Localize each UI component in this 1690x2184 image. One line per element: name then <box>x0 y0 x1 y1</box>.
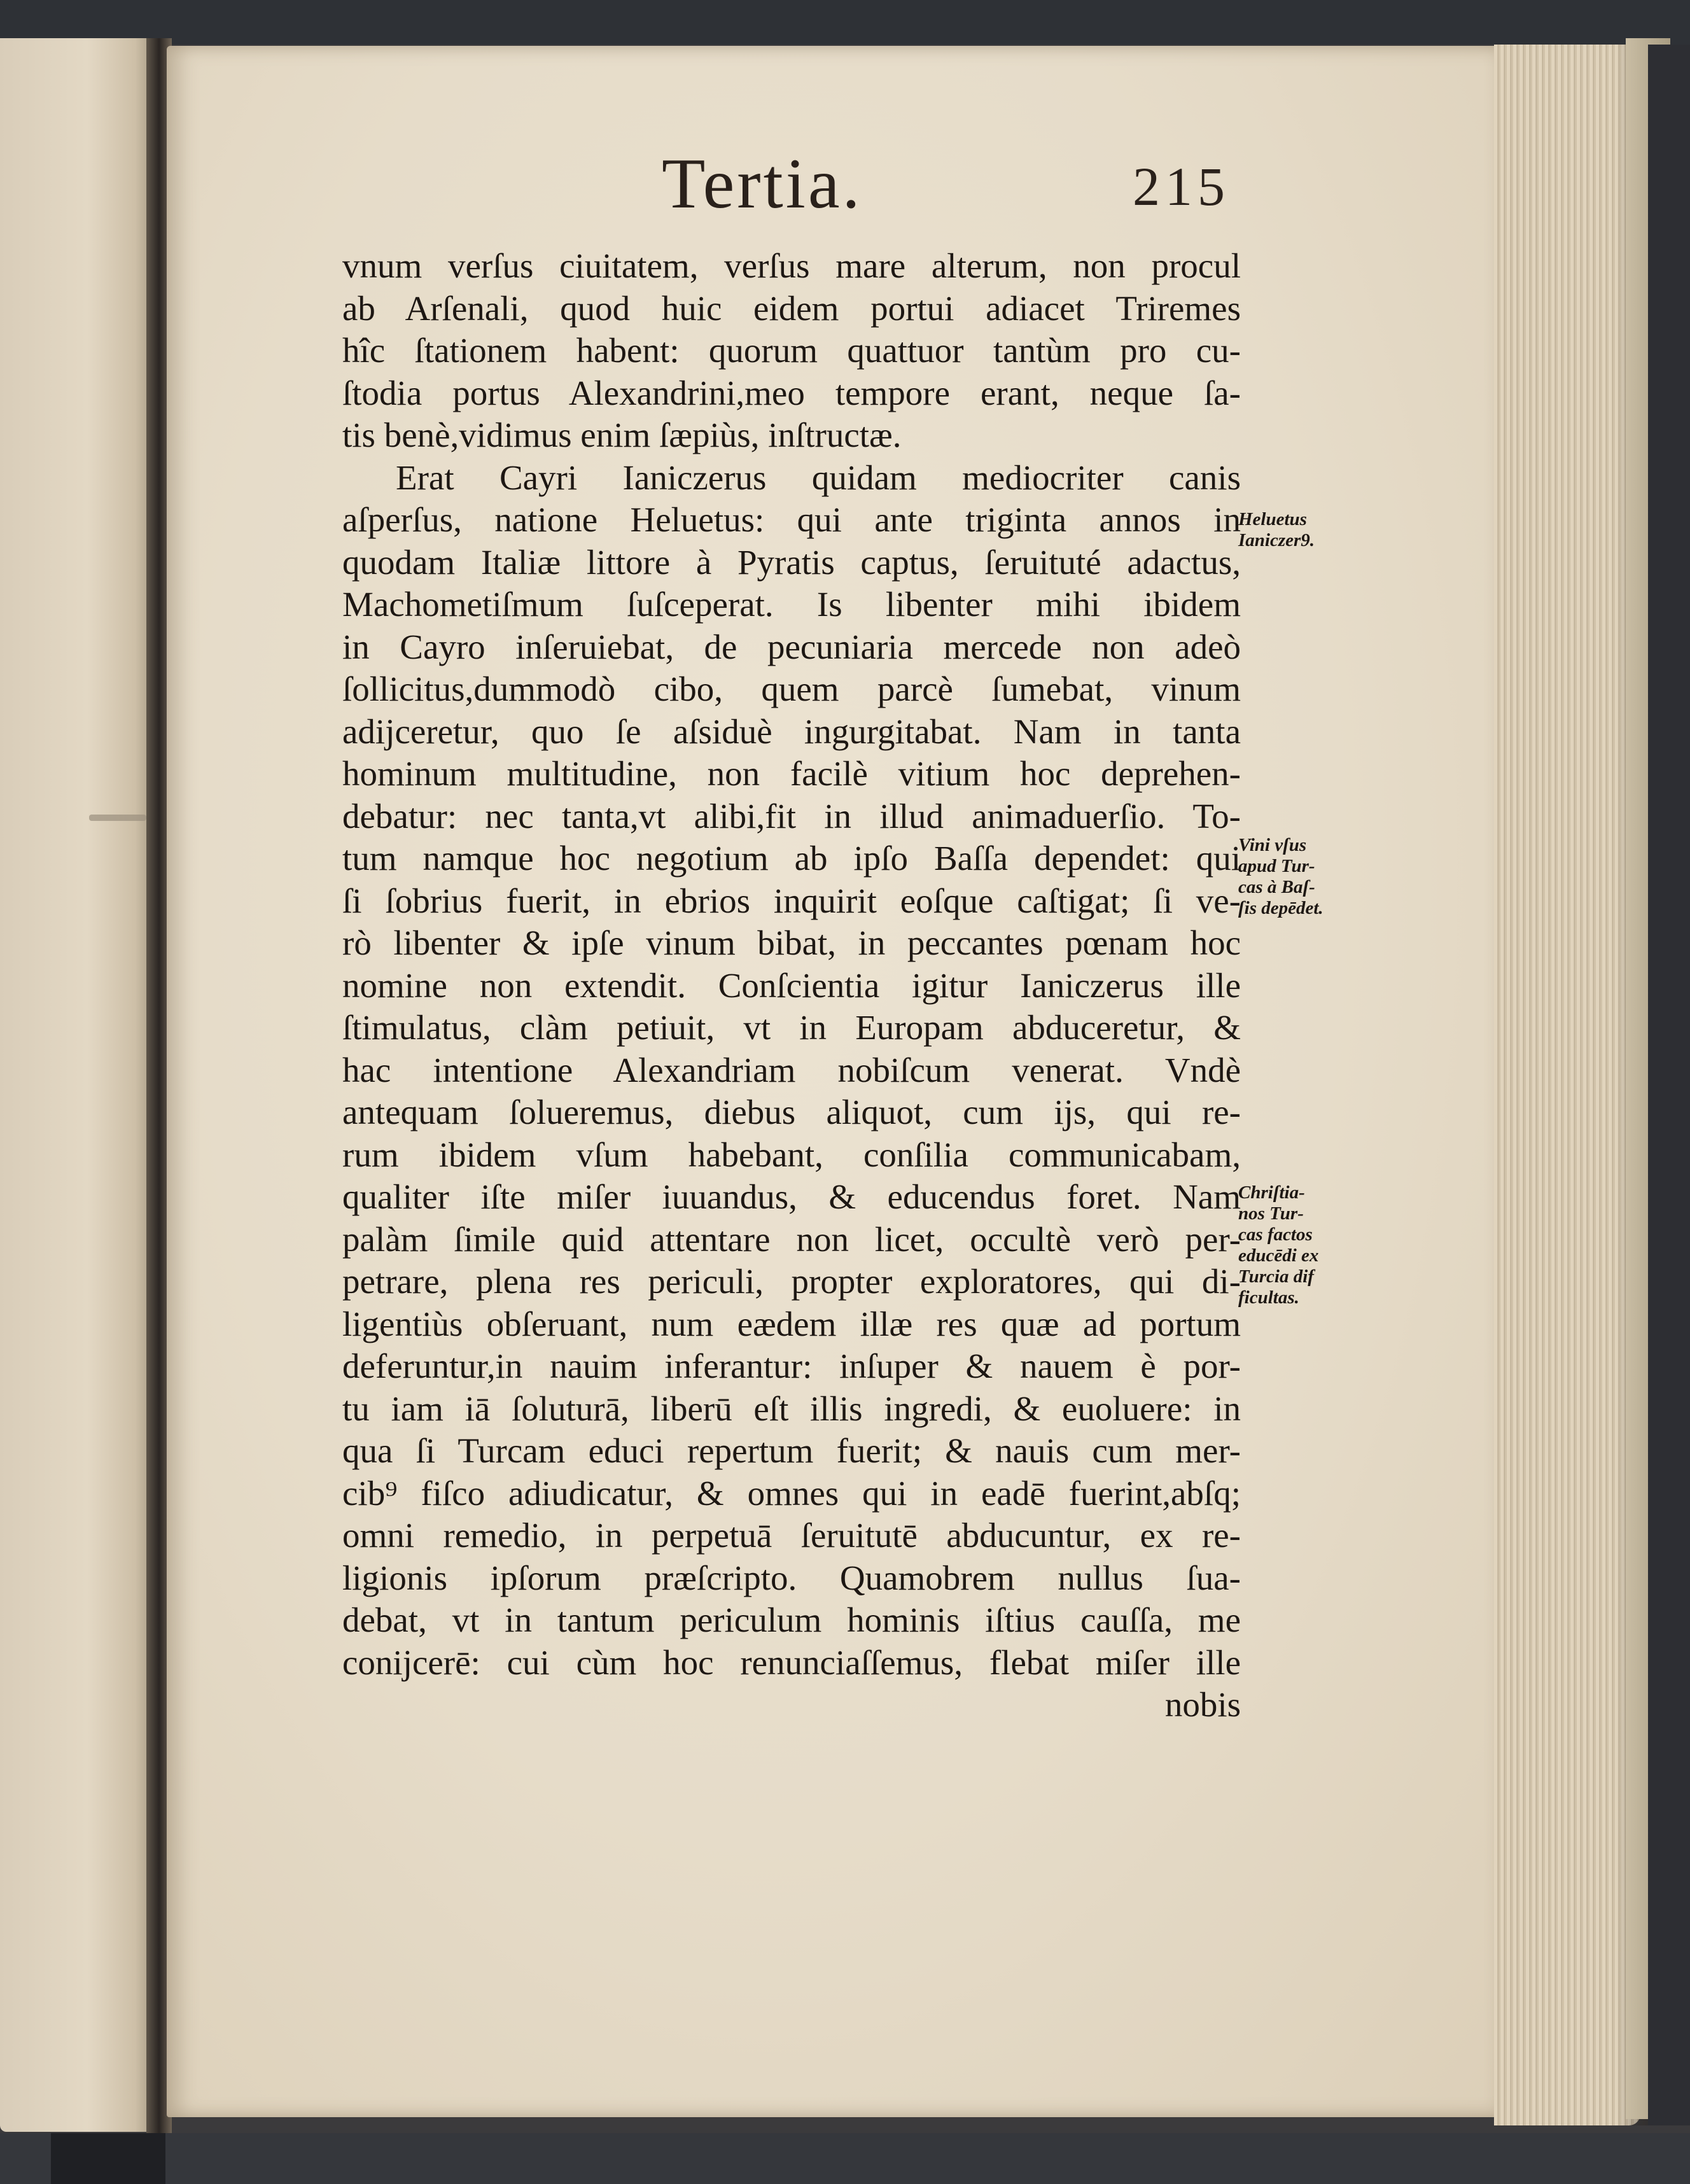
marginal-note-line: ficultas. <box>1238 1287 1299 1308</box>
marginal-note-line: cas à Baſ- <box>1238 877 1315 897</box>
text-line: in Cayro inſeruiebat, de pecuniaria mercede non adeò <box>342 627 1241 666</box>
left-page-edge <box>0 38 159 2132</box>
marginal-note-line: apud Tur- <box>1238 856 1315 876</box>
scanner-background-top <box>0 0 1690 45</box>
text-line: hîc ſtationem habent: quorum quattuor tantùm pro cu- <box>342 331 1241 370</box>
text-line: aſperſus, natione Heluetus: qui ante triginta annos in <box>342 500 1241 539</box>
text-line: tis benè,vidimus enim ſæpiùs, inſtructæ. <box>342 416 902 454</box>
scanner-background-bottom <box>0 2133 1690 2184</box>
text-line: petrare, plena res periculi, propter exploratores, qui di- <box>342 1262 1241 1301</box>
text-line: qualiter iſte miſer iuuandus, & educendus foret. Nam <box>342 1177 1241 1216</box>
text-line: vnum verſus ciuitatem, verſus mare alterum, non procul <box>342 246 1241 285</box>
text-line: tum namque hoc negotium ab ipſo Baſſa dependet: qui <box>342 839 1241 878</box>
marginal-note-line: nos Tur- <box>1238 1203 1304 1224</box>
page-number: 215 <box>1133 156 1230 217</box>
text-line: adijceretur, quo ſe aſsiduè ingurgitabat. Nam in tanta <box>342 711 1241 751</box>
marginal-note-line: Turcia dif <box>1238 1266 1314 1287</box>
text-line: ab Arſenali, quod huic eidem portui adiacet Triremes <box>342 288 1241 328</box>
text-line: ligentiùs obſeruant, num eædem illæ res quæ ad portum <box>342 1304 1241 1343</box>
text-line: rum ibidem vſum habebant, conſilia communicabam, <box>342 1135 1241 1174</box>
text-line: debatur: nec tanta,vt alibi,fit in illud animaduerſio. To- <box>342 796 1241 836</box>
marginal-note-vini-usus <box>1238 835 1353 919</box>
catchword: nobis <box>1164 1685 1241 1724</box>
text-line: ſtodia portus Alexandrini,meo tempore erant, neque ſa- <box>342 373 1241 412</box>
marginal-note-line: Vini vſus <box>1238 835 1307 855</box>
text-line: cib⁹ fiſco adiudicatur, & omnes qui in eadē fuerint,abſq; <box>342 1473 1241 1513</box>
text-line: rò libenter & ipſe vinum bibat, in peccantes pœnam hoc <box>342 923 1241 962</box>
text-line: qua ſi Turcam educi repertum fuerit; & nauis cum mer- <box>342 1431 1241 1470</box>
text-line: ligionis ipſorum præſcripto. Quamobrem nullus ſua- <box>342 1558 1241 1597</box>
text-line: deferuntur,in nauim inferantur: inſuper & nauem è por- <box>342 1347 1241 1385</box>
text-line: conijcerē: cui cùm hoc renunciaſſemus, flebat miſer ille <box>342 1642 1241 1682</box>
text-line: Machometiſmum ſuſceperat. Is libenter mihi ibidem <box>342 585 1241 624</box>
text-line: ſi ſobrius fuerit, in ebrios inquirit eoſque caſtigat; ſi ve- <box>342 881 1241 920</box>
marginal-note-line: ſis depēdet. <box>1238 898 1323 918</box>
scanner-clamp <box>51 2133 165 2184</box>
left-page-mark <box>89 815 146 821</box>
text-line: quodam Italiæ littore à Pyratis captus, ſeruituté adactus, <box>342 542 1241 582</box>
text-line: hac intentione Alexandriam nobiſcum venerat. Vndè <box>342 1050 1241 1089</box>
marginal-note-heluetus <box>1238 509 1353 551</box>
marginal-note-line: educēdi ex <box>1238 1245 1319 1266</box>
running-title: Tertia. <box>662 144 863 223</box>
text-line: debat, vt in tantum periculum hominis iſtius cauſſa, me <box>342 1600 1241 1639</box>
text-line: antequam ſolueremus, diebus aliquot, cum ijs, qui re- <box>342 1093 1241 1131</box>
marginal-note-line: Heluetus <box>1238 509 1307 529</box>
running-head <box>0 143 1690 239</box>
text-line: ſtimulatus, clàm petiuit, vt in Europam abduceretur, & <box>342 1008 1241 1047</box>
text-line: hominum multitudine, non facilè vitium hoc deprehen- <box>342 754 1241 793</box>
text-line: omni remedio, in perpetuā ſeruitutē abducuntur, ex re- <box>342 1516 1241 1555</box>
scanner-background-right <box>1648 45 1690 2125</box>
marginal-note-christianos <box>1238 1182 1353 1308</box>
text-line: ſollicitus,dummodò cibo, quem parcè ſumebat, vinum <box>342 669 1241 708</box>
paragraph-first-line: Erat Cayri Ianiczerus quidam mediocriter canis <box>396 458 1241 497</box>
text-line: palàm ſimile quid attentare non licet, occultè verò per- <box>342 1219 1241 1259</box>
marginal-note-line: cas factos <box>1238 1224 1313 1245</box>
marginal-note-line: Ianiczer9. <box>1238 530 1315 550</box>
marginal-note-line: Chriſtia- <box>1238 1182 1305 1203</box>
text-line: tu iam iā ſoluturā, liberū eſt illis ingredi, & euoluere: in <box>342 1389 1241 1428</box>
body-text <box>342 245 1241 1726</box>
text-line: nomine non extendit. Conſcientia igitur Ianiczerus ille <box>342 965 1241 1005</box>
